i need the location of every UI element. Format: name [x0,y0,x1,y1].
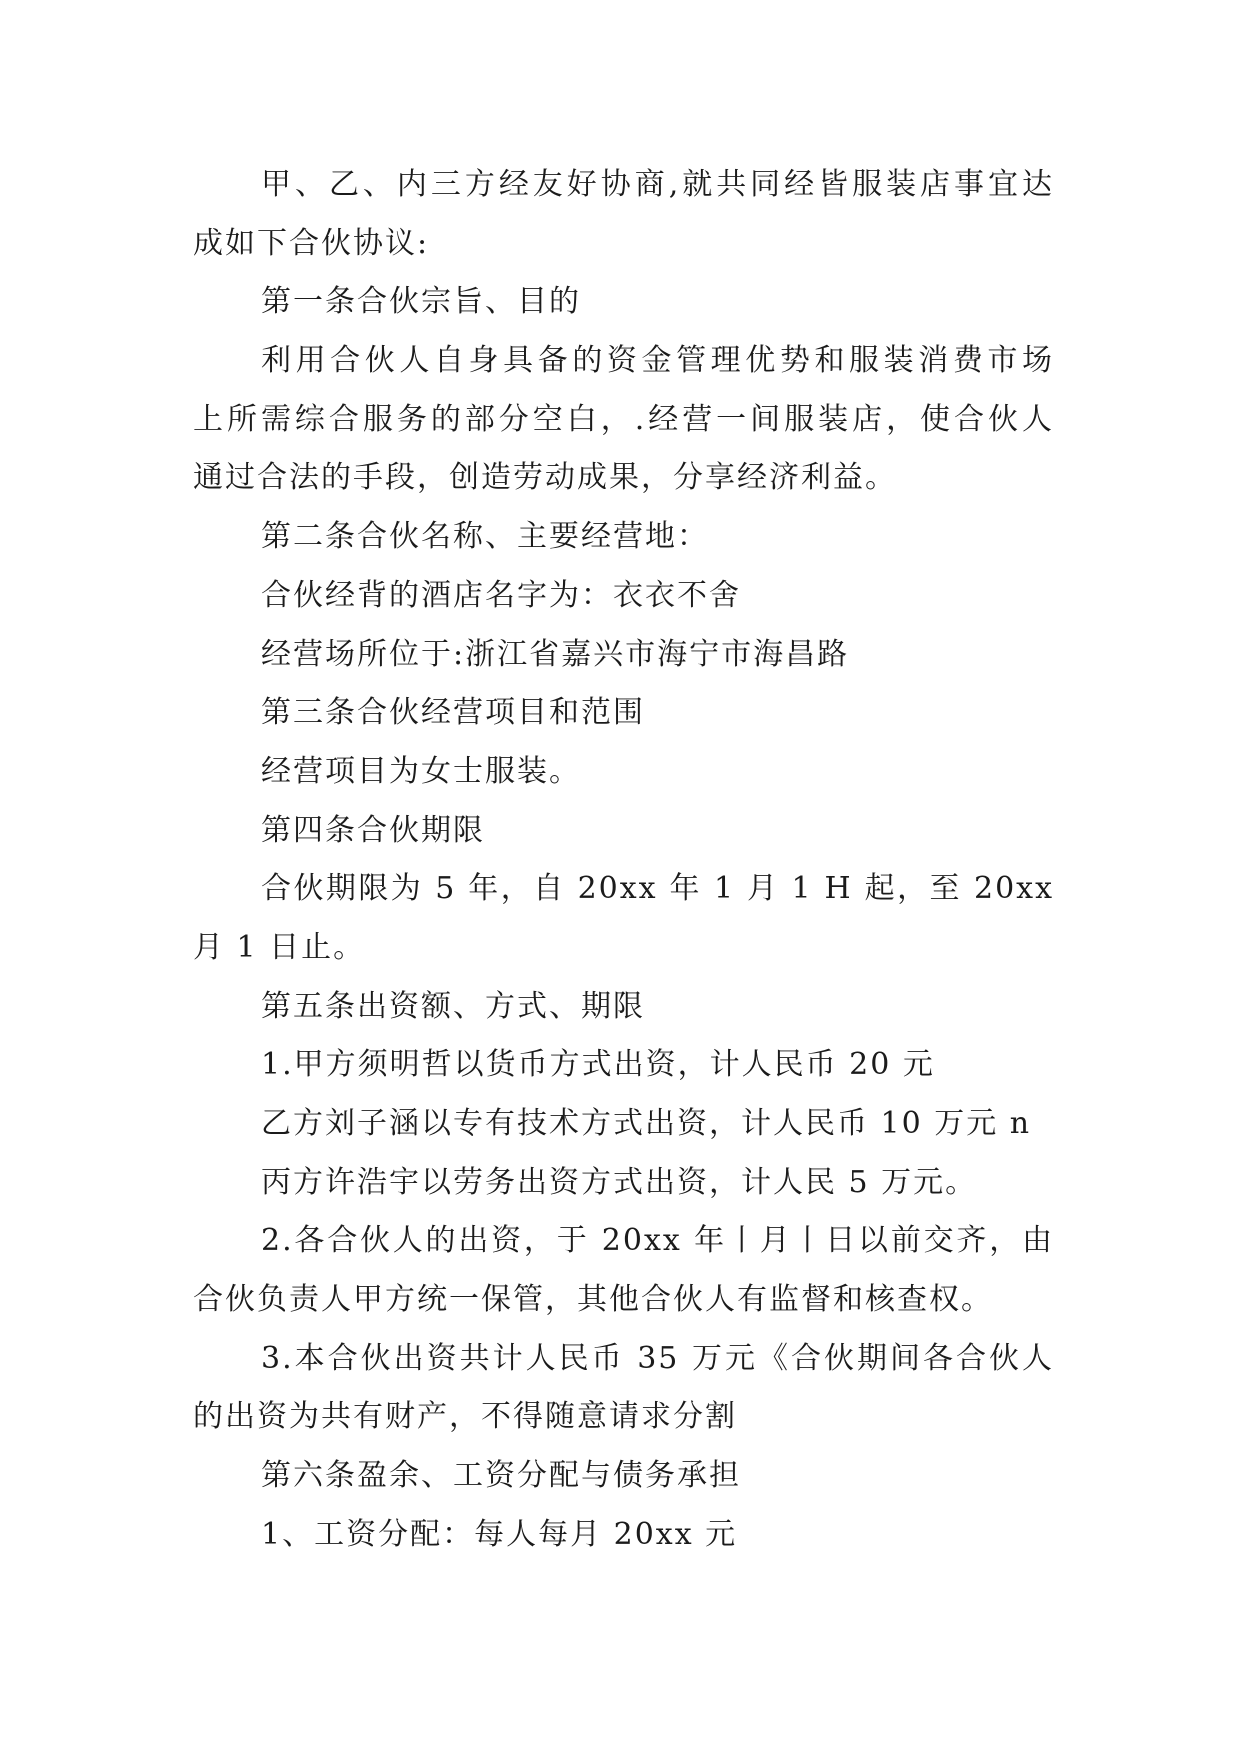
heading-line: 第三条合伙经营项目和范围 [261,695,645,731]
paragraph-line: 合伙负责人甲方统一保管，其他合伙人有监督和核查权。 [193,1282,993,1318]
term-paragraph [193,860,1054,977]
paragraph-line: 月 1 日止。 [193,929,366,965]
heading-line: 第二条合伙名称、主要经营地： [261,519,709,555]
business-scope-paragraph [193,743,1054,802]
paragraph-line: 的出资为共有财产，不得随意请求分割 [193,1399,737,1435]
paragraph-line: 合伙经背的酒店名字为：衣衣不舍 [261,577,741,613]
paragraph-line: 上所需综合服务的部分空白，.经营一间服装店，使合伙人 [193,401,1054,437]
paragraph-line: 成如下合伙协议: [193,225,430,261]
heading-line: 第一条合伙宗旨、目的 [261,284,581,320]
contribution-item [193,1330,1054,1447]
paragraph-line: 甲、乙、内三方经友好协商,就共同经皆服装店事宜达 [261,167,1054,202]
location-paragraph [193,626,1054,685]
paragraph-line: 通过合法的手段，创造劳动成果，分享经济利益。 [193,460,897,496]
shop-name-paragraph [193,567,1054,626]
salary-item [193,1506,1054,1565]
contribution-item [193,1095,1054,1154]
paragraph-line: 经营场所位于:浙江省嘉兴市海宁市海昌路 [261,636,850,672]
paragraph-line: 1、工资分配：每人每月 20xx 元 [261,1516,738,1552]
article-heading [193,802,1054,861]
article-heading [193,508,1054,567]
paragraph-line: 丙方许浩宇以劳务出资方式出资，计人民 5 万元。 [261,1164,978,1200]
paragraph-line: 3.本合伙出资共计人民币 35 万元《合伙期间各合伙人 [261,1340,1054,1376]
heading-line: 第六条盈余、工资分配与债务承担 [261,1458,741,1494]
article-heading [193,273,1054,332]
document-body [193,156,1054,1565]
paragraph-line: 2.各合伙人的出资，于 20xx 年丨月丨日以前交齐，由 [261,1223,1054,1259]
heading-line: 第四条合伙期限 [261,812,485,848]
contribution-item [193,1154,1054,1213]
purpose-paragraph [193,332,1054,508]
paragraph-line: 经营项目为女士服装。 [261,753,581,789]
article-heading [193,978,1054,1037]
paragraph-line: 乙方刘子涵以专有技术方式出资，计人民币 10 万元 n [261,1106,1032,1141]
paragraph-line: 合伙期限为 5 年，自 20xx 年 1 月 1 H 起，至 20xx [261,871,1054,907]
heading-line: 第五条出资额、方式、期限 [261,988,645,1024]
contribution-item [193,1036,1054,1095]
intro-paragraph [193,156,1054,273]
paragraph-line: 1.甲方须明哲以货币方式出资，计人民币 20 元 [261,1047,935,1083]
article-heading [193,1447,1054,1506]
paragraph-line: 利用合伙人自身具备的资金管理优势和服装消费市场 [261,343,1054,379]
contribution-item [193,1212,1054,1329]
article-heading [193,684,1054,743]
